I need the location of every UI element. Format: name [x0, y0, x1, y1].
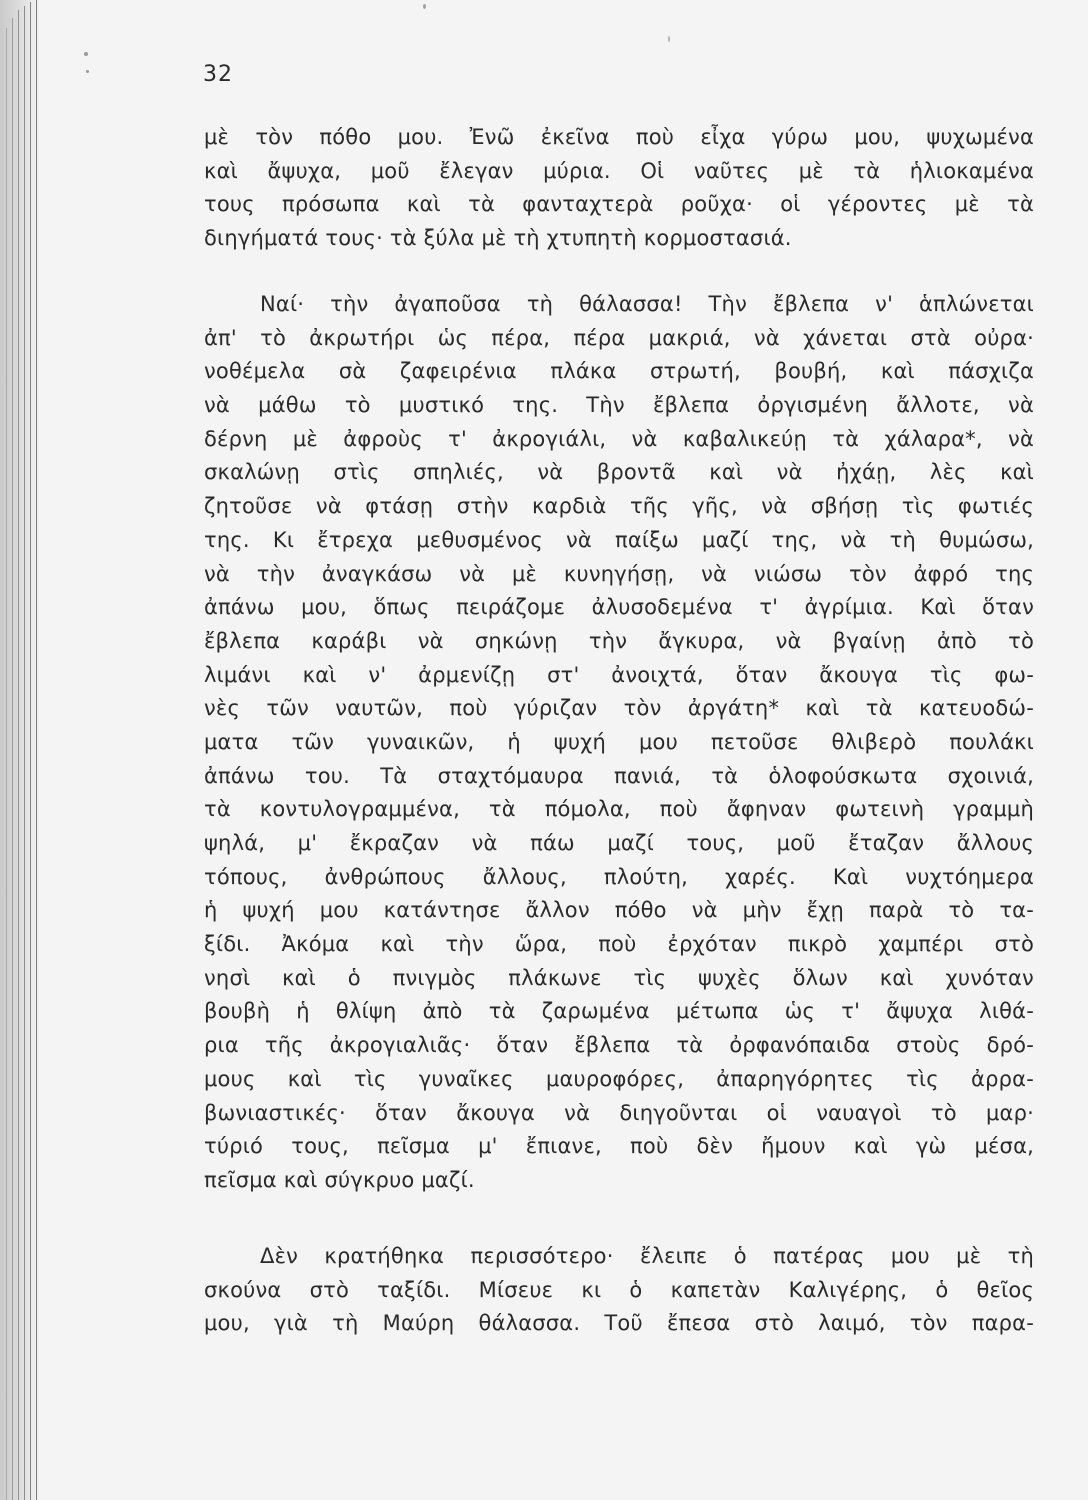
page-edge [18, 10, 19, 1500]
text-line: ζητοῦσε νὰ φτάσῃ στὴν καρδιὰ τῆς γῆς, νὰ σβήσῃ τὶς φωτιές [204, 494, 1034, 519]
text-line: ἀπ' τὸ ἀκρωτήρι ὡς πέρα, πέρα μακριά, νὰ χάνεται στὰ οὐρα· [204, 325, 1034, 350]
text-line: τους πρόσωπα καὶ τὰ φανταχτερὰ ροῦχα· οἱ γέροντες μὲ τὰ [204, 192, 1034, 217]
text-line: νοθέμελα σὰ ζαφειρένια πλάκα στρωτή, βουβή, καὶ πάσχιζα [204, 359, 1034, 384]
text-line: ἡ ψυχή μου κατάντησε ἄλλον πόθο νὰ μὴν ἔχῃ παρὰ τὸ τα- [204, 898, 1034, 923]
text-line: μὲ τὸν πόθο μου. Ἐνῶ ἐκεῖνα ποὺ εἶχα γύρω μου, ψυχωμένα [204, 125, 1034, 149]
text-line: βωνιαστικές· ὅταν ἄκουγα νὰ διηγοῦνται οἱ ναυαγοὶ τὸ μαρ· [204, 1100, 1034, 1125]
text-line: της. Κι ἔτρεχα μεθυσμένος νὰ παίξω μαζί της, νὰ τὴ θυμώσω, [204, 527, 1034, 552]
text-line: ρια τῆς ἀκρογιαλιᾶς· ὅταν ἔβλεπα τὰ ὀρφανόπαιδα στοὺς δρό- [204, 1033, 1034, 1058]
text-line: ματα τῶν γυναικῶν, ἡ ψυχή μου πετοῦσε θλιβερὸ πουλάκι [204, 729, 1034, 754]
text-line: ἀπάνω του. Τὰ σταχτόμαυρα πανιά, τὰ ὁλοφούσκωτα σχοινιά, [204, 763, 1034, 788]
page-edge [30, 2, 31, 1500]
text-line: νὰ μάθω τὸ μυστικό της. Τὴν ἔβλεπα ὀργισμένη ἄλλοτε, νὰ [204, 393, 1034, 418]
text-line: τόπους, ἀνθρώπους ἄλλους, πλούτη, χαρές. Καὶ νυχτόημερα [204, 864, 1034, 889]
text-line: Δὲν κρατήθηκα περισσότερο· ἔλειπε ὁ πατέρας μου μὲ τὴ [260, 1244, 1034, 1268]
text-line: πεῖσμα καὶ σύγκρυο μαζί. [204, 1167, 475, 1192]
page-number: 32 [203, 62, 233, 87]
paragraph-3 [204, 1240, 1034, 1341]
text-line: ἀπάνω μου, ὅπως πειράζομε ἀλυσοδεμένα τ' ἀγρίμια. Καὶ ὅταν [204, 595, 1034, 620]
scan-speck [423, 4, 426, 9]
text-line: λιμάνι καὶ ν' ἀρμενίζῃ στ' ἀνοιχτά, ὅταν ἄκουγα τὶς φω- [204, 662, 1034, 687]
text-line: νὲς τῶν ναυτῶν, ποὺ γύριζαν τὸν ἀργάτη* καὶ τὰ κατευοδώ- [204, 696, 1034, 721]
paragraph-1 [204, 121, 1034, 256]
text-line: Ναί· τὴν ἀγαποῦσα τὴ θάλασσα! Τὴν ἔβλεπα ν' ἁπλώνεται [260, 292, 1034, 316]
text-line: μου, γιὰ τὴ Μαύρη θάλασσα. Τοῦ ἔπεσα στὸ λαιμό, τὸν παρα- [204, 1311, 1034, 1336]
text-line: ψηλά, μ' ἔκραζαν νὰ πάω μαζί τους, μοῦ ἔταζαν ἄλλους [204, 831, 1034, 855]
text-line: δέρνη μὲ ἀφροὺς τ' ἀκρογιάλι, νὰ καβαλικεύῃ τὰ χάλαρα*, νὰ [204, 426, 1034, 451]
scan-speck [86, 70, 89, 73]
text-line: διηγήματά τους· τὰ ξύλα μὲ τὴ χτυπητὴ κορμοστασιά. [204, 226, 792, 251]
scan-speck [668, 36, 670, 42]
page-edge [24, 6, 25, 1500]
text-line: σκούνα στὸ ταξίδι. Μίσευε κι ὁ καπετὰν Καλιγέρης, ὁ θεῖος [204, 1277, 1034, 1302]
text-line: μους καὶ τὶς γυναῖκες μαυροφόρες, ἀπαρηγόρητες τὶς ἀρρα- [204, 1066, 1034, 1091]
paragraph-2 [204, 288, 1034, 1198]
text-line: καὶ ἄψυχα, μοῦ ἔλεγαν μύρια. Οἱ ναῦτες μὲ τὰ ἡλιοκαμένα [204, 158, 1034, 183]
text-line: βουβὴ ἡ θλίψη ἀπὸ τὰ ζαρωμένα μέτωπα ὡς τ' ἄψυχα λιθά- [204, 999, 1034, 1024]
text-line: σκαλώνῃ στὶς σπηλιές, νὰ βροντᾶ καὶ νὰ ἠχάῃ, λὲς καὶ [204, 460, 1034, 485]
page-edge [12, 18, 13, 1500]
text-line: τύριό τους, πεῖσμα μ' ἔπιανε, ποὺ δὲν ἤμουν καὶ γὼ μέσα, [204, 1134, 1034, 1159]
text-line: ξίδι. Ἀκόμα καὶ τὴν ὥρα, ποὺ ἐρχόταν πικρὸ χαμπέρι στὸ [204, 932, 1034, 957]
text-line: νησὶ καὶ ὁ πνιγμὸς πλάκωνε τὶς ψυχὲς ὅλων καὶ χυνόταν [204, 965, 1034, 990]
scan-speck [84, 52, 88, 56]
text-line: ἔβλεπα καράβι νὰ σηκώνῃ τὴν ἄγκυρα, νὰ βγαίνῃ ἀπὸ τὸ [204, 628, 1034, 653]
page-edge [36, 0, 37, 1500]
text-line: τὰ κοντυλογραμμένα, τὰ πόμολα, ποὺ ἄφηναν φωτεινὴ γραμμὴ [204, 797, 1034, 822]
text-line: νὰ τὴν ἀναγκάσω νὰ μὲ κυνηγήσῃ, νὰ νιώσω τὸν ἀφρό της [204, 561, 1034, 586]
page-edge [6, 28, 7, 1500]
